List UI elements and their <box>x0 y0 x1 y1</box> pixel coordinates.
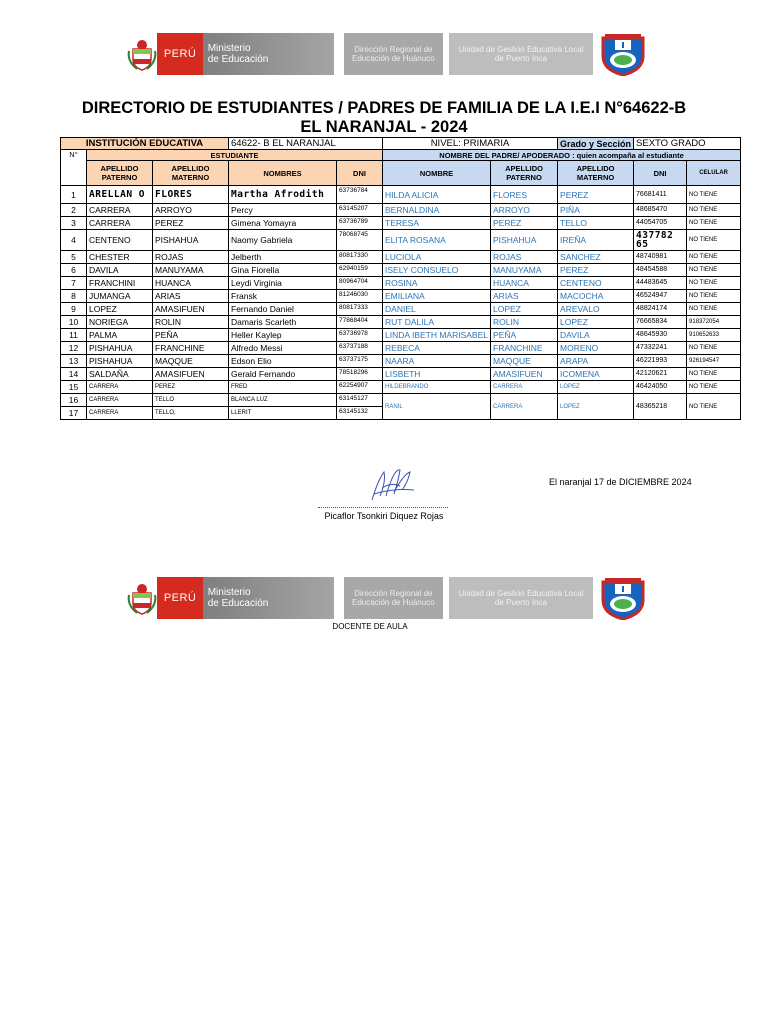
signature-image <box>364 466 424 511</box>
student-apellido-materno: ARROYO <box>153 204 229 217</box>
col-celular: CELULAR <box>687 161 741 186</box>
ministerio-label <box>203 577 334 619</box>
ministerio-line1: Ministerio <box>207 43 251 54</box>
parent-nombre: TERESA <box>383 217 491 230</box>
student-directory-table <box>60 137 741 420</box>
table-row <box>61 368 741 381</box>
student-dni: 81246030 <box>337 290 383 303</box>
parent-apellido-paterno: AMASIFUEN <box>491 368 558 381</box>
parent-nombre: REBECA <box>383 342 491 355</box>
student-nombres: Percy <box>229 204 337 217</box>
parent-celular: NO TIENE <box>687 368 741 381</box>
parent-nombre: NAARA <box>383 355 491 368</box>
parent-nombre: LISBETH <box>383 368 491 381</box>
parent-nombre: BERNALDINA <box>383 204 491 217</box>
parent-apellido-paterno: ROJAS <box>491 251 558 264</box>
parent-celular: NO TIENE <box>687 217 741 230</box>
col-padre-nombre: NOMBRE <box>383 161 491 186</box>
peru-coat-of-arms-icon <box>126 577 157 619</box>
parent-apellido-paterno: FLORES <box>491 186 558 204</box>
row-number: 1 <box>61 186 87 204</box>
direccion-regional-label: Dirección Regional de Educación de Huánuco <box>344 33 443 75</box>
parent-dni: 42120621 <box>634 368 687 381</box>
parent-apellido-paterno: MANUYAMA <box>491 264 558 277</box>
student-apellido-materno: FLORES <box>153 186 229 204</box>
table-row <box>61 381 741 394</box>
row-number: 15 <box>61 381 87 394</box>
parent-apellido-paterno: CARRERA <box>491 394 558 420</box>
student-apellido-materno: PEREZ <box>153 217 229 230</box>
student-apellido-paterno: NORIEGA <box>87 316 153 329</box>
estudiante-header: ESTUDIANTE <box>87 150 383 161</box>
parent-dni: 44054705 <box>634 217 687 230</box>
student-apellido-materno: TELLO, <box>153 407 229 420</box>
parent-dni: 46221993 <box>634 355 687 368</box>
student-dni: 63145127 <box>337 394 383 407</box>
parent-apellido-materno: ICOMENA <box>558 368 634 381</box>
peru-coat-of-arms-icon <box>126 33 157 75</box>
table-row <box>61 230 741 251</box>
student-apellido-paterno: CARRERA <box>87 407 153 420</box>
parent-celular: NO TIENE <box>687 381 741 394</box>
table-row <box>61 342 741 355</box>
row-number: 9 <box>61 303 87 316</box>
row-number: 7 <box>61 277 87 290</box>
parent-apellido-materno: ARAPA <box>558 355 634 368</box>
parent-nombre: ROSINA <box>383 277 491 290</box>
parent-celular: NO TIENE <box>687 186 741 204</box>
table-row <box>61 394 741 407</box>
col-apellido-materno: APELLIDO MATERNO <box>153 161 229 186</box>
row-number: 2 <box>61 204 87 217</box>
title-line2: EL NARANJAL - 2024 <box>300 118 468 136</box>
parent-apellido-materno: LOPEZ <box>558 394 634 420</box>
parent-apellido-materno: AREVALO <box>558 303 634 316</box>
parent-dni: 437782 65 <box>634 230 687 251</box>
student-dni: 63736789 <box>337 217 383 230</box>
parent-apellido-materno: MORENO <box>558 342 634 355</box>
parent-apellido-paterno: ARIAS <box>491 290 558 303</box>
student-dni: 63145207 <box>337 204 383 217</box>
parent-nombre: HILDEBRANDO <box>383 381 491 394</box>
student-dni: 77868404 <box>337 316 383 329</box>
col-padre-apellido-materno: APELLIDO MATERNO <box>558 161 634 186</box>
row-number: 17 <box>61 407 87 420</box>
student-apellido-materno: PISHAHUA <box>153 230 229 251</box>
parent-apellido-paterno: ROLIN <box>491 316 558 329</box>
student-apellido-paterno: JUMANGA <box>87 290 153 303</box>
student-dni: 80817330 <box>337 251 383 264</box>
parent-dni: 46524947 <box>634 290 687 303</box>
student-apellido-materno: AMASIFUEN <box>153 368 229 381</box>
parent-apellido-materno: PEREZ <box>558 264 634 277</box>
ie-label: INSTITUCIÓN EDUCATIVA <box>61 138 229 150</box>
parent-celular: NO TIENE <box>687 277 741 290</box>
ministerio-line2: de Educación <box>207 54 269 65</box>
student-apellido-paterno: LOPEZ <box>87 303 153 316</box>
student-apellido-materno: PEÑA <box>153 329 229 342</box>
ministerio-label <box>203 33 334 75</box>
row-number: 10 <box>61 316 87 329</box>
parent-dni: 44483645 <box>634 277 687 290</box>
grado-value: SEXTO GRADO <box>634 138 741 150</box>
row-number: 5 <box>61 251 87 264</box>
student-nombres: BLANCA LUZ <box>229 394 337 407</box>
parent-celular: NO TIENE <box>687 204 741 217</box>
parent-celular: NO TIENE <box>687 342 741 355</box>
peru-label: PERÚ <box>157 577 202 619</box>
table-row <box>61 290 741 303</box>
student-nombres: Gerald Fernando <box>229 368 337 381</box>
row-number: 4 <box>61 230 87 251</box>
student-dni: 63736784 <box>337 186 383 204</box>
parent-nombre: HILDA ALICIA <box>383 186 491 204</box>
signer-role: DOCENTE DE AULA <box>332 622 408 631</box>
student-apellido-paterno: CARRERA <box>87 394 153 407</box>
parent-celular: NO TIENE <box>687 290 741 303</box>
parent-dni: 76665834 <box>634 316 687 329</box>
direccion-regional-label: Dirección Regional de Educación de Huánuco <box>344 577 443 619</box>
parent-apellido-paterno: CARRERA <box>491 381 558 394</box>
student-nombres: Damaris Scarleth <box>229 316 337 329</box>
parent-apellido-materno: PIÑA <box>558 204 634 217</box>
parent-apellido-paterno: PEREZ <box>491 217 558 230</box>
student-nombres: FRED <box>229 381 337 394</box>
student-dni: 63145132 <box>337 407 383 420</box>
parent-dni: 48645930 <box>634 329 687 342</box>
student-dni: 80817333 <box>337 303 383 316</box>
parent-apellido-materno: IREÑA <box>558 230 634 251</box>
student-apellido-materno: MANUYAMA <box>153 264 229 277</box>
parent-nombre: ISELY CONSUELO <box>383 264 491 277</box>
student-dni: 63737175 <box>337 355 383 368</box>
number-header: N° <box>61 150 87 186</box>
row-number: 14 <box>61 368 87 381</box>
parent-apellido-materno: LOPEZ <box>558 381 634 394</box>
student-apellido-materno: ROJAS <box>153 251 229 264</box>
student-nombres: Alfredo Messi <box>229 342 337 355</box>
parent-dni: 46424050 <box>634 381 687 394</box>
student-nombres: Naomy Gabriela <box>229 230 337 251</box>
col-apellido-paterno: APELLIDO PATERNO <box>87 161 153 186</box>
student-apellido-paterno: DAVILA <box>87 264 153 277</box>
table-row <box>61 355 741 368</box>
table-row <box>61 316 741 329</box>
student-apellido-paterno: CENTENO <box>87 230 153 251</box>
parent-celular: NO TIENE <box>687 251 741 264</box>
parent-nombre: ELITA ROSANA <box>383 230 491 251</box>
row-number: 13 <box>61 355 87 368</box>
ie-value: 64622- B EL NARANJAL <box>229 138 383 150</box>
student-apellido-paterno: PALMA <box>87 329 153 342</box>
student-apellido-paterno: PISHAHUA <box>87 355 153 368</box>
parent-apellido-materno: MACOCHA <box>558 290 634 303</box>
student-apellido-materno: ARIAS <box>153 290 229 303</box>
parent-celular: NO TIENE <box>687 264 741 277</box>
parent-celular: 926194547 <box>687 355 741 368</box>
student-apellido-materno: FRANCHINE <box>153 342 229 355</box>
student-dni: 63736978 <box>337 329 383 342</box>
student-apellido-materno: PEREZ <box>153 381 229 394</box>
parent-apellido-paterno: PISHAHUA <box>491 230 558 251</box>
student-apellido-paterno: CHESTER <box>87 251 153 264</box>
student-dni: 78068745 <box>337 230 383 251</box>
student-nombres: LLERIT <box>229 407 337 420</box>
student-apellido-paterno: PISHAHUA <box>87 342 153 355</box>
student-nombres: Gina Fiorella <box>229 264 337 277</box>
parent-apellido-materno: CENTENO <box>558 277 634 290</box>
parent-apellido-paterno: HUANCA <box>491 277 558 290</box>
student-dni: 80964704 <box>337 277 383 290</box>
parent-apellido-materno: PEREZ <box>558 186 634 204</box>
parent-apellido-materno: DAVILA <box>558 329 634 342</box>
student-dni: 62254907 <box>337 381 383 394</box>
parent-dni: 76681411 <box>634 186 687 204</box>
parent-nombre: RANIL <box>383 394 491 420</box>
parent-nombre: LUCIOLA <box>383 251 491 264</box>
parent-celular: 918372054 <box>687 316 741 329</box>
student-nombres: Gimena Yomayra <box>229 217 337 230</box>
row-number: 3 <box>61 217 87 230</box>
parent-dni: 48740981 <box>634 251 687 264</box>
student-apellido-paterno: CARRERA <box>87 217 153 230</box>
student-nombres: Heller Kaylep <box>229 329 337 342</box>
table-row <box>61 251 741 264</box>
table-row <box>61 186 741 204</box>
parent-dni: 47332241 <box>634 342 687 355</box>
parent-apellido-paterno: PEÑA <box>491 329 558 342</box>
parent-dni: 48454588 <box>634 264 687 277</box>
school-emblem-icon <box>599 577 648 619</box>
ugel-label: Unidad de Gestión Educativa Local de Puerto Inca <box>449 33 593 75</box>
nivel-value: NIVEL: PRIMARIA <box>383 138 558 150</box>
grado-label: Grado y Sección <box>558 138 634 150</box>
page-title <box>0 99 768 137</box>
student-apellido-materno: ROLIN <box>153 316 229 329</box>
signer-name: Picaflor Tsonkiri Diquez Rojas <box>324 511 444 521</box>
document-date: El naranjal 17 de DICIEMBRE 2024 <box>549 477 692 487</box>
parent-celular: NO TIENE <box>687 303 741 316</box>
student-nombres: Jelberth <box>229 251 337 264</box>
student-nombres: Fernando Daniel <box>229 303 337 316</box>
parent-apellido-paterno: ARROYO <box>491 204 558 217</box>
peru-label: PERÚ <box>157 33 202 75</box>
student-apellido-paterno: FRANCHINI <box>87 277 153 290</box>
col-padre-dni: DNI <box>634 161 687 186</box>
student-apellido-materno: AMASIFUEN <box>153 303 229 316</box>
student-apellido-materno: HUANCA <box>153 277 229 290</box>
row-number: 11 <box>61 329 87 342</box>
row-number: 6 <box>61 264 87 277</box>
student-apellido-materno: TELLO <box>153 394 229 407</box>
student-dni: 63737188 <box>337 342 383 355</box>
row-number: 16 <box>61 394 87 407</box>
info-row <box>61 138 741 150</box>
ugel-label: Unidad de Gestión Educativa Local de Puerto Inca <box>449 577 593 619</box>
col-dni: DNI <box>337 161 383 186</box>
parent-celular: NO TIENE <box>687 230 741 251</box>
parent-celular: 910652633 <box>687 329 741 342</box>
parent-celular: NO TIENE <box>687 394 741 420</box>
student-apellido-paterno: CARRERA <box>87 381 153 394</box>
group-header-row <box>61 150 741 161</box>
parent-dni: 48685470 <box>634 204 687 217</box>
student-apellido-materno: MAQQUE <box>153 355 229 368</box>
student-apellido-paterno: ARELLAN O <box>87 186 153 204</box>
parent-apellido-paterno: FRANCHINE <box>491 342 558 355</box>
student-nombres: Edson Elio <box>229 355 337 368</box>
student-nombres: Martha Afrodith <box>229 186 337 204</box>
parent-apellido-materno: LOPEZ <box>558 316 634 329</box>
column-header-row <box>61 161 741 186</box>
ministerio-line2: de Educación <box>207 598 269 609</box>
table-row <box>61 264 741 277</box>
student-dni: 62940159 <box>337 264 383 277</box>
row-number: 8 <box>61 290 87 303</box>
title-line1: DIRECTORIO DE ESTUDIANTES / PADRES DE FAMILIA DE LA I.E.I N°64622-B <box>81 99 687 117</box>
padre-header: NOMBRE DEL PADRE/ APODERADO : quien acompaña al estudiante <box>383 150 741 161</box>
col-padre-apellido-paterno: APELLIDO PATERNO <box>491 161 558 186</box>
table-row <box>61 277 741 290</box>
student-dni: 78518296 <box>337 368 383 381</box>
row-number: 12 <box>61 342 87 355</box>
school-emblem-icon <box>599 33 648 75</box>
ministerio-line1: Ministerio <box>207 587 251 598</box>
student-nombres: Fransk <box>229 290 337 303</box>
parent-dni: 48365218 <box>634 394 687 420</box>
student-apellido-paterno: CARRERA <box>87 204 153 217</box>
parent-apellido-materno: SANCHEZ <box>558 251 634 264</box>
parent-apellido-paterno: LOPEZ <box>491 303 558 316</box>
student-apellido-paterno: SALDAÑA <box>87 368 153 381</box>
col-nombres: NOMBRES <box>229 161 337 186</box>
header-logos <box>126 33 648 75</box>
parent-nombre: LINDA IBETH MARISABEL <box>383 329 491 342</box>
table-row <box>61 217 741 230</box>
signature-line <box>318 507 448 508</box>
student-nombres: Leydi Virginia <box>229 277 337 290</box>
parent-nombre: EMILIANA <box>383 290 491 303</box>
table-row <box>61 329 741 342</box>
parent-apellido-paterno: MAQQUE <box>491 355 558 368</box>
parent-apellido-materno: TELLO <box>558 217 634 230</box>
table-row <box>61 204 741 217</box>
footer-logos <box>126 577 648 619</box>
parent-nombre: DANIEL <box>383 303 491 316</box>
parent-dni: 48824174 <box>634 303 687 316</box>
table-row <box>61 303 741 316</box>
parent-nombre: RUT DALILA <box>383 316 491 329</box>
